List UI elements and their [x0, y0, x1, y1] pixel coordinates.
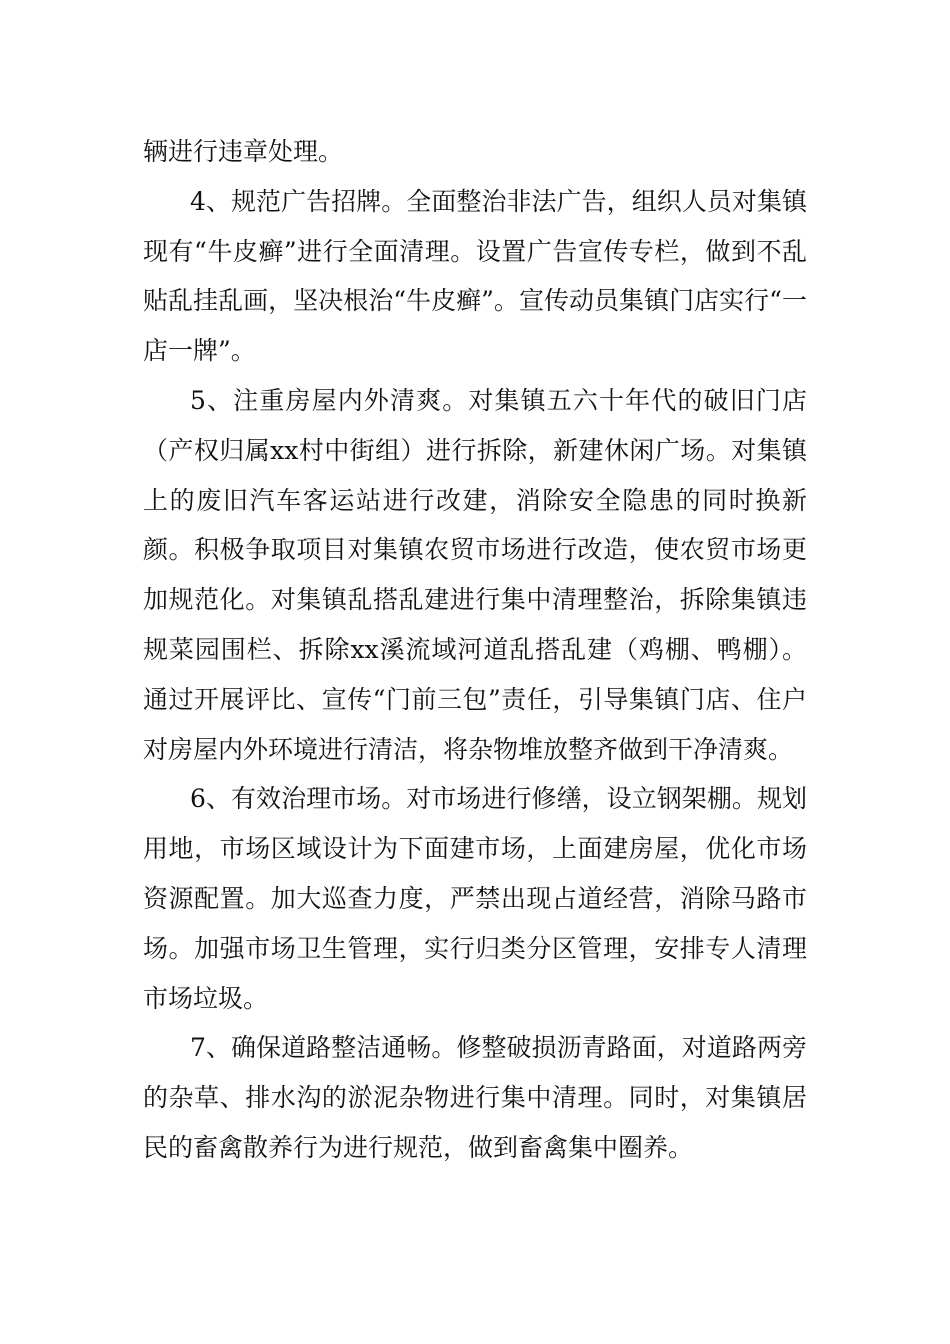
paragraph-item-5: 5、注重房屋内外清爽。对集镇五六十年代的破旧门店（产权归属xx村中街组）进行拆除，新建休闲广场。对集镇上的废旧汽车客运站进行改建，消除安全隐患的同时换新颜。积极争取项目对集镇农贸市场进行改造，使农贸市场更加规范化。对集镇乱搭乱建进行集中清理整治，拆除集镇违规菜园围栏、拆除xx溪流域河道乱搭乱建（鸡棚、鸭棚）。通过开展评比、宣传“门前三包”责任，引导集镇门店、住户对房屋内外环境进行清洁，将杂物堆放整齐做到干净清爽。 [143, 385, 807, 764]
paragraph-item-4: 4、规范广告招牌。全面整治非法广告，组织人员对集镇现有“牛皮癣”进行全面清理。设置广告宣传专栏，做到不乱贴乱挂乱画，坚决根治“牛皮癣”。宣传动员集镇门店实行“一店一牌”。 [143, 186, 807, 366]
paragraph-item-7: 7、确保道路整洁通畅。修整破损沥青路面，对道路两旁的杂草、排水沟的淤泥杂物进行集中清理。同时，对集镇居民的畜禽散养行为进行规范，做到畜禽集中圈养。 [143, 1033, 807, 1162]
paragraph-continuation: 辆进行违章处理。 [143, 137, 344, 166]
document-body [143, 127, 807, 1173]
paragraph-item-6: 6、有效治理市场。对市场进行修缮，设立钢架棚。规划用地，市场区域设计为下面建市场，上面建房屋，优化市场资源配置。加大巡查力度，严禁出现占道经营，消除马路市场。加强市场卫生管理，实行归类分区管理，安排专人清理市场垃圾。 [143, 784, 807, 1013]
